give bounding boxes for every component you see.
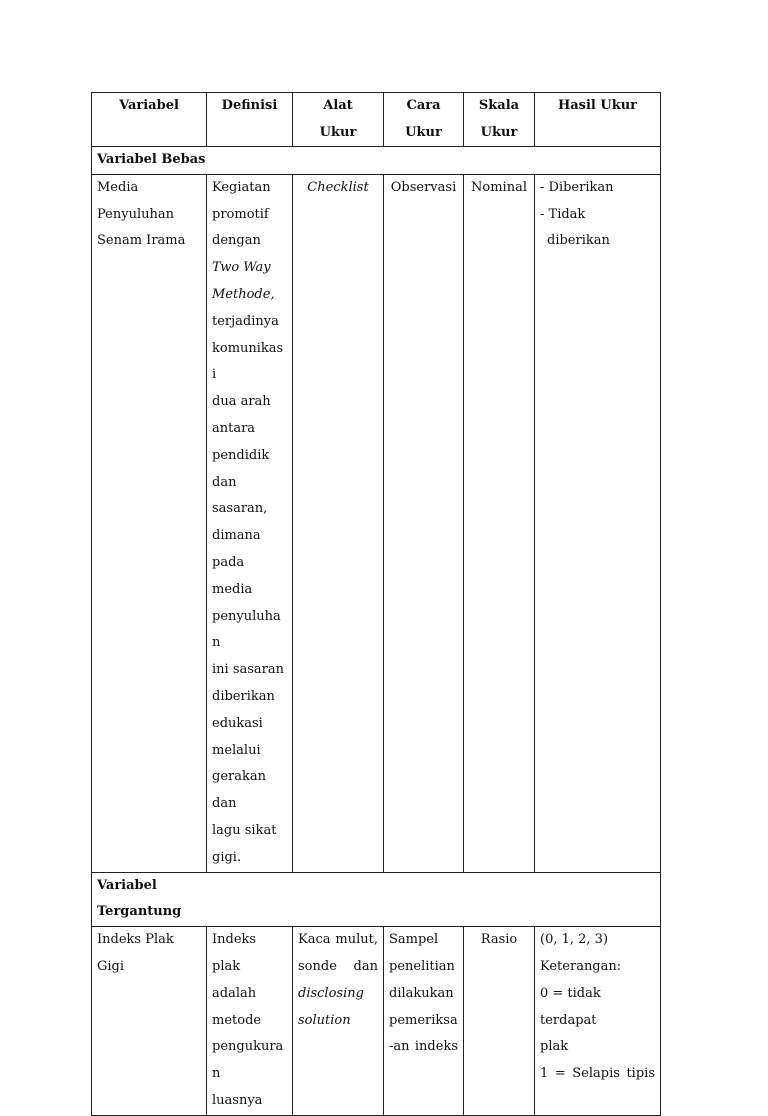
variable-table	[91, 92, 661, 1116]
cell-variabel: Indeks Plak Gigi	[92, 927, 207, 1116]
header-skala-ukur: Skala Ukur	[464, 93, 535, 147]
cell-definisi: Indeks plak adalah metode pengukuran luasnya	[207, 927, 293, 1116]
cell-cara-ukur: Sampel penelitian dilakukan pemeriksa -an indeks	[384, 927, 464, 1116]
header-variabel: Variabel	[92, 93, 207, 147]
cell-variabel: Media Penyuluhan Senam Irama	[92, 174, 207, 872]
header-cara-ukur: Cara Ukur	[384, 93, 464, 147]
section-label-bebas: Variabel Bebas	[92, 147, 661, 175]
table-row	[92, 927, 661, 1116]
cell-alat-ukur: Kaca mulut, sonde dan disclosing solution	[293, 927, 384, 1116]
section-row-bebas	[92, 147, 661, 175]
cell-alat-ukur: Checklist	[293, 174, 384, 872]
header-hasil-ukur: Hasil Ukur	[535, 93, 661, 147]
table-row	[92, 174, 661, 872]
cell-hasil-ukur: (0, 1, 2, 3) Keterangan: 0 = tidak terdapat plak 1 = Selapis tipis	[535, 927, 661, 1116]
cell-definisi: Kegiatan promotif dengan Two Way Methode, terjadinya komunikasi dua arah antara pendidik dan sasaran, dimana pada media penyuluhan ini sasaran diberikan edukasi melalui gerakan dan lagu sikat gigi.	[207, 174, 293, 872]
table-header-row	[92, 93, 661, 147]
cell-hasil-ukur: - Diberikan - Tidak diberikan	[535, 174, 661, 872]
cell-skala-ukur: Nominal	[464, 174, 535, 872]
section-row-tergantung	[92, 872, 661, 927]
cell-cara-ukur: Observasi	[384, 174, 464, 872]
header-alat-ukur: Alat Ukur	[293, 93, 384, 147]
section-label-tergantung: Variabel Tergantung	[92, 872, 661, 927]
cell-skala-ukur: Rasio	[464, 927, 535, 1116]
header-definisi: Definisi	[207, 93, 293, 147]
